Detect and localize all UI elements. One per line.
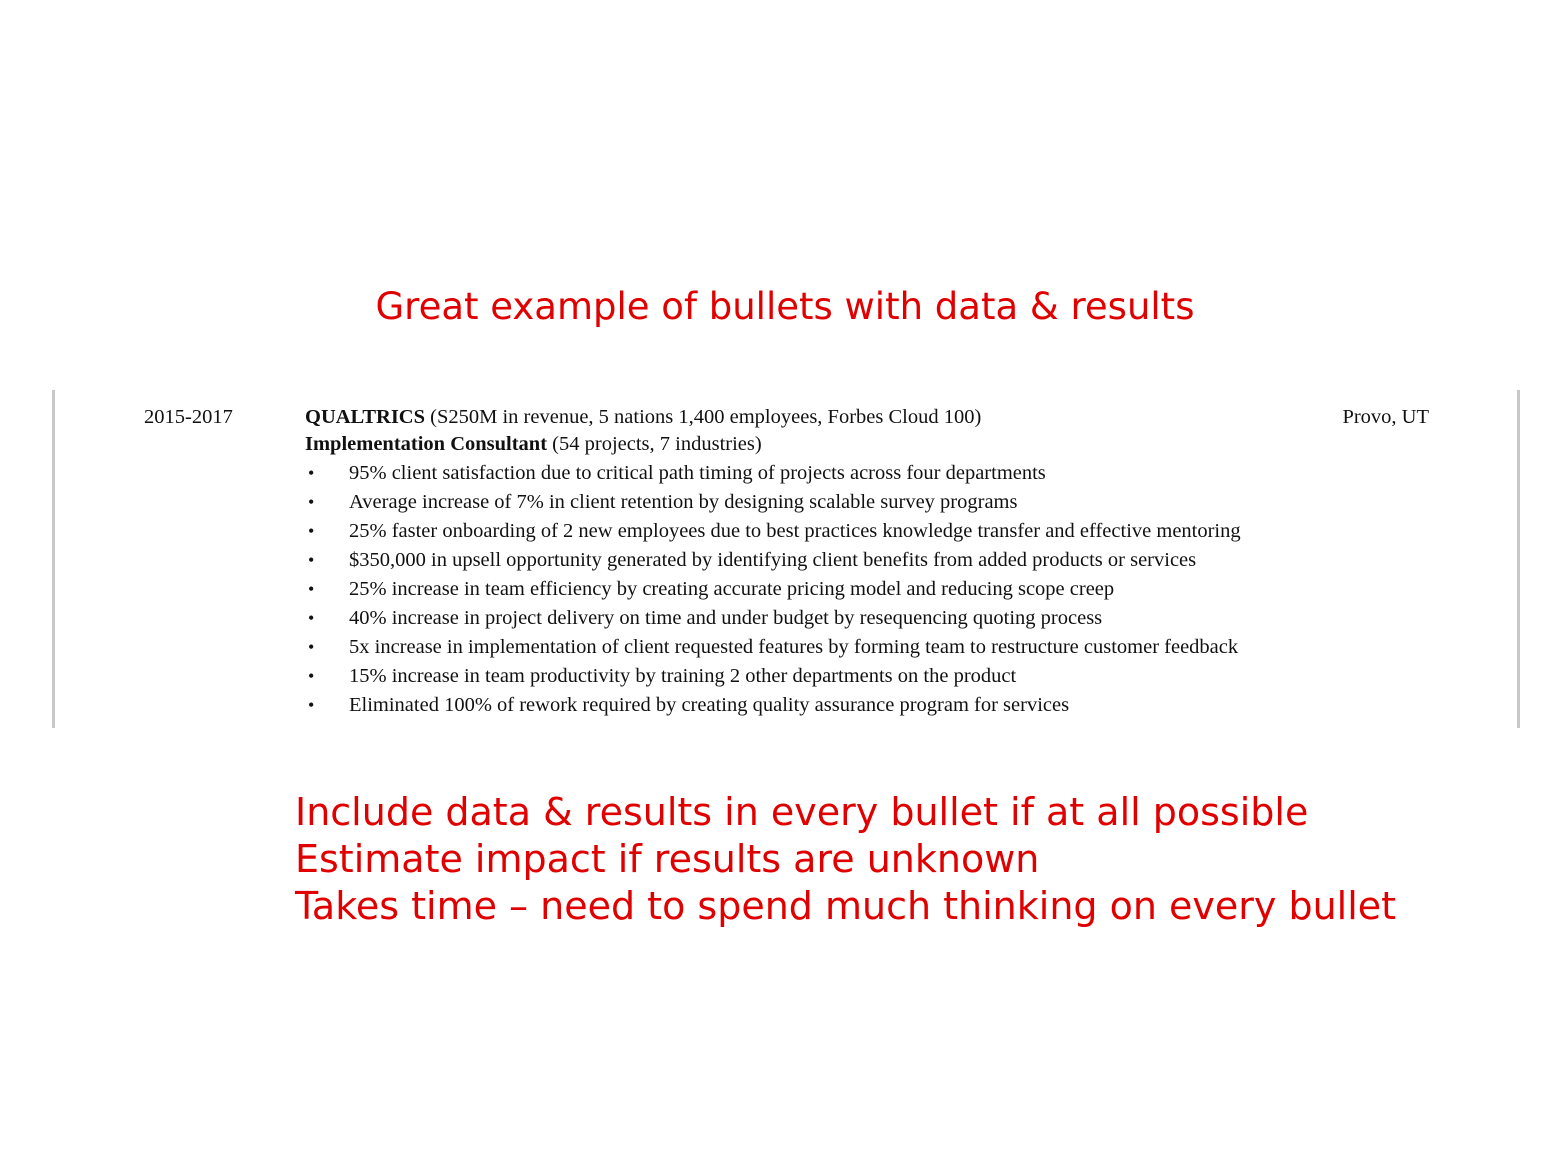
bullet-dot-icon: • xyxy=(308,463,315,483)
bullet-text: 25% increase in team efficiency by creating accurate pricing model and reducing scope creep xyxy=(349,578,1115,600)
bullet-dot-icon: • xyxy=(308,521,315,541)
bullet-text: 40% increase in project delivery on time and under budget by resequencing quoting process xyxy=(349,607,1103,629)
employment-years: 2015-2017 xyxy=(144,406,233,428)
role-details: (54 projects, 7 industries) xyxy=(547,433,762,455)
bullet-text: Average increase of 7% in client retention by designing scalable survey programs xyxy=(349,491,1018,513)
company-name: QUALTRICS xyxy=(305,406,426,428)
bullet-text: 5x increase in implementation of client requested features by forming team to restructure customer feedback xyxy=(349,636,1239,658)
bullet-text: 25% faster onboarding of 2 new employees due to best practices knowledge transfer and effective mentoring xyxy=(349,520,1241,542)
bullet-dot-icon: • xyxy=(308,492,315,512)
company-details: (S250M in revenue, 5 nations 1,400 employees, Forbes Cloud 100) xyxy=(425,406,982,428)
takeaway-list xyxy=(295,789,1396,930)
bullet-dot-icon: • xyxy=(308,637,315,657)
bullet-dot-icon: • xyxy=(308,579,315,599)
slide-heading: Great example of bullets with data & results xyxy=(375,285,1195,328)
bullet-dot-icon: • xyxy=(308,550,315,570)
bullet-dot-icon: • xyxy=(308,666,315,686)
takeaway-item: Include data & results in every bullet if at all possible xyxy=(295,790,1309,834)
bullet-text: $350,000 in upsell opportunity generated by identifying client benefits from added products or services xyxy=(349,549,1197,571)
bullet-text: Eliminated 100% of rework required by creating quality assurance program for services xyxy=(349,694,1070,716)
role-title: Implementation Consultant xyxy=(305,433,548,455)
job-location: Provo, UT xyxy=(1342,406,1429,428)
role-line xyxy=(305,430,762,458)
bullet-text: 15% increase in team productivity by training 2 other departments on the product xyxy=(349,665,1017,687)
bullet-text: 95% client satisfaction due to critical path timing of projects across four departments xyxy=(349,462,1046,484)
bullet-dot-icon: • xyxy=(308,608,315,628)
takeaway-item: Takes time – need to spend much thinking on every bullet xyxy=(295,884,1397,928)
takeaway-item: Estimate impact if results are unknown xyxy=(295,837,1040,881)
bullet-dot-icon: • xyxy=(308,695,315,715)
resume-excerpt xyxy=(52,390,1520,728)
company-line xyxy=(305,403,981,431)
